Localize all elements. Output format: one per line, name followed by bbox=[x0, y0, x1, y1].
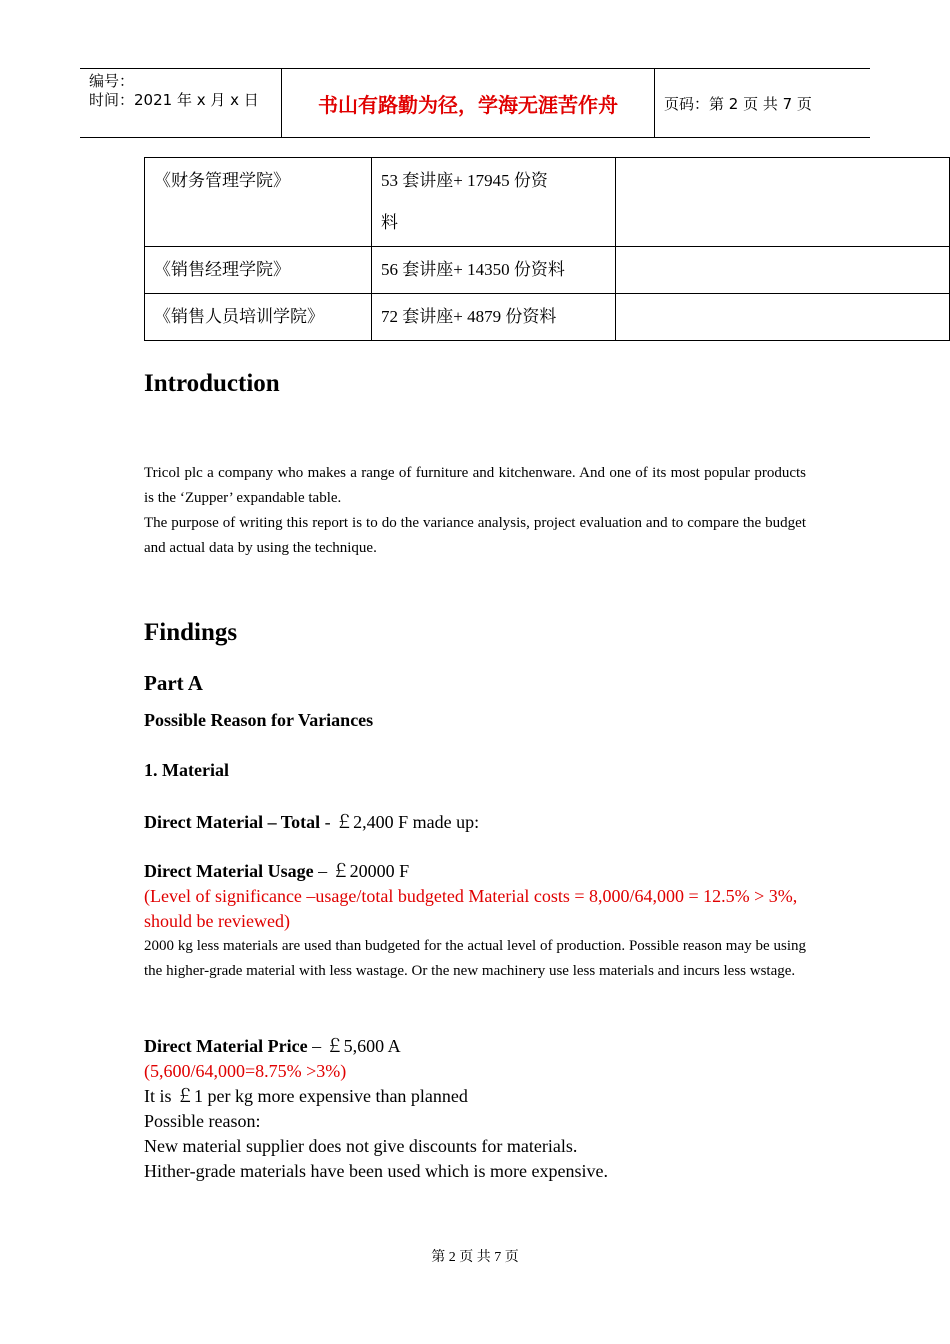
page-header bbox=[80, 68, 870, 138]
table-cell-count bbox=[372, 158, 616, 247]
introduction-heading: Introduction bbox=[144, 370, 280, 397]
table-row bbox=[145, 158, 950, 247]
price-line: Possible reason: bbox=[144, 1111, 261, 1131]
resource-table bbox=[144, 157, 950, 341]
part-heading-block bbox=[144, 671, 806, 696]
part-heading: Part A bbox=[144, 671, 203, 695]
price-line: Hither-grade materials have been used which is more expensive. bbox=[144, 1161, 608, 1181]
header-divider bbox=[654, 69, 655, 137]
price-note: (5,600/64,000=8.75% >3%) bbox=[144, 1061, 347, 1081]
table-cell-count: 56 套讲座+ 14350 份资料 bbox=[372, 247, 616, 294]
usage-paragraph bbox=[144, 859, 806, 884]
usage-note: (Level of significance –usage/total budgeted Material costs = 8,000/64,000 = 12.5% > 3%, should be reviewed) bbox=[144, 886, 798, 931]
introduction-section bbox=[144, 370, 806, 398]
table-row bbox=[145, 294, 950, 341]
total-line bbox=[144, 810, 806, 835]
price-block bbox=[144, 1034, 806, 1184]
usage-block bbox=[144, 859, 806, 984]
page-footer: 第 2 页 共 7 页 bbox=[431, 1250, 519, 1265]
count-line: 料 bbox=[381, 213, 398, 232]
price-line: New material supplier does not give discounts for materials. bbox=[144, 1136, 578, 1156]
price-line: It is ￡1 per kg more expensive than planned bbox=[144, 1086, 468, 1106]
total-paragraph bbox=[144, 810, 806, 835]
variance-subheading: Possible Reason for Variances bbox=[144, 710, 374, 730]
table-cell-name: 《财务管理学院》 bbox=[145, 158, 372, 247]
serial-label: 编号： bbox=[89, 72, 135, 90]
price-value: – ￡5,600 A bbox=[307, 1036, 401, 1056]
introduction-paragraph: The purpose of writing this report is to do the variance analysis, project evaluation and to compare the budget and actual data by using the technique. bbox=[144, 515, 806, 556]
header-meta bbox=[89, 72, 259, 110]
introduction-paragraph: Tricol plc a company who makes a range of furniture and kitchenware. And one of its most popular products is the ‘Zupper’ expandable table. bbox=[144, 465, 806, 506]
total-value: - ￡2,400 F made up: bbox=[320, 812, 480, 832]
usage-text: 2000 kg less materials are used than budgeted for the actual level of production. Possible reason may be using the higher-grade material with less wastage. Or the new machinery use less materials and incurs less wstage. bbox=[144, 938, 806, 979]
table-cell-extra bbox=[616, 247, 950, 294]
table-cell-extra bbox=[616, 158, 950, 247]
table-cell-name: 《销售人员培训学院》 bbox=[145, 294, 372, 341]
table-cell-count: 72 套讲座+ 4879 份资料 bbox=[372, 294, 616, 341]
section-heading-block bbox=[144, 760, 806, 781]
time-label: 时间：2021 年 x 月 x 日 bbox=[89, 91, 259, 109]
total-label: Direct Material – Total bbox=[144, 812, 321, 832]
findings-heading-block bbox=[144, 619, 806, 647]
table-cell-extra bbox=[616, 294, 950, 341]
header-motto: 书山有路勤为径，学海无涯苦作舟 bbox=[318, 92, 618, 117]
price-label: Direct Material Price bbox=[144, 1036, 308, 1056]
count-line: 53 套讲座+ 17945 份资 bbox=[381, 171, 548, 190]
table-row bbox=[145, 247, 950, 294]
introduction-body bbox=[144, 461, 806, 561]
findings-heading: Findings bbox=[144, 619, 238, 646]
subheading-block bbox=[144, 710, 806, 731]
material-heading: 1. Material bbox=[144, 760, 229, 780]
table-cell-name: 《销售经理学院》 bbox=[145, 247, 372, 294]
header-page-label: 页码：第 2 页 共 7 页 bbox=[664, 95, 812, 113]
usage-label: Direct Material Usage bbox=[144, 861, 314, 881]
usage-value: – ￡20000 F bbox=[313, 861, 410, 881]
price-paragraph bbox=[144, 1034, 806, 1059]
